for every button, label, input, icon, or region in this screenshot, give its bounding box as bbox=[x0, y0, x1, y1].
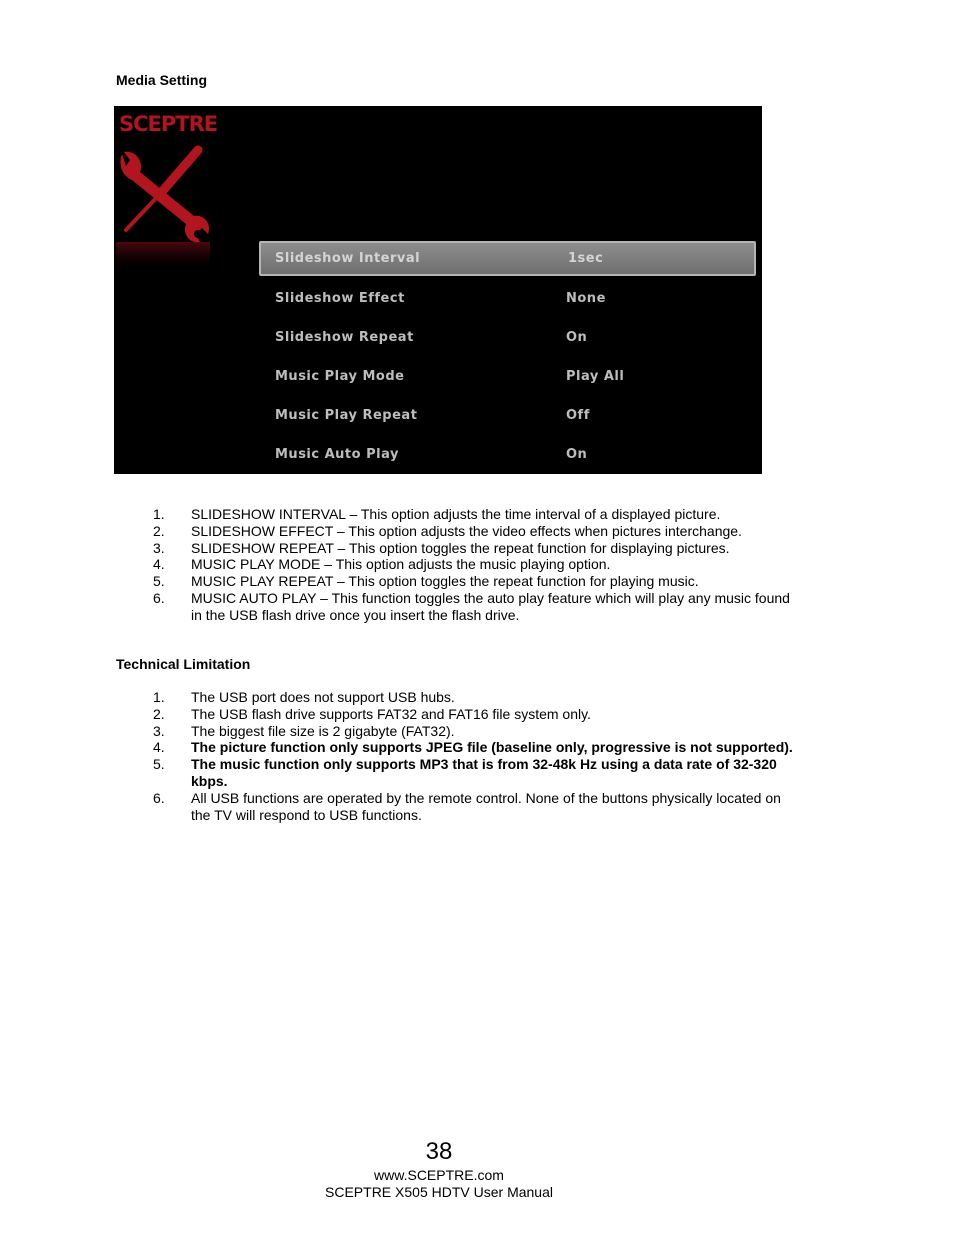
list-text: The USB flash drive supports FAT32 and FAT16 file system only. bbox=[191, 705, 591, 722]
list-number: 5. bbox=[153, 573, 165, 590]
list-text: MUSIC AUTO PLAY – This function toggles the auto play feature which will play any music found in the USB flash drive once you insert the flash drive. bbox=[191, 589, 790, 623]
menu-item-value: Off bbox=[566, 408, 590, 423]
menu-item-music-play-repeat[interactable] bbox=[259, 397, 756, 436]
list-number: 6. bbox=[153, 589, 165, 606]
list-text: The picture function only supports JPEG file (baseline only, progressive is not supported). bbox=[191, 739, 793, 756]
menu-item-label: Music Play Repeat bbox=[275, 408, 418, 423]
menu-item-slideshow-repeat[interactable] bbox=[259, 319, 756, 358]
menu-item-value: On bbox=[566, 330, 588, 345]
technical-limitation-list bbox=[153, 689, 793, 823]
media-setting-screenshot bbox=[114, 106, 762, 474]
menu-item-value: None bbox=[566, 291, 606, 306]
list-text: SLIDESHOW REPEAT – This option toggles the repeat function for displaying pictures. bbox=[191, 539, 730, 556]
list-item bbox=[153, 506, 793, 523]
menu-item-value: 1sec bbox=[568, 251, 604, 266]
menu-item-slideshow-interval[interactable] bbox=[259, 241, 756, 276]
list-item bbox=[153, 706, 793, 723]
list-number: 1. bbox=[153, 506, 165, 522]
menu-item-label: Slideshow Effect bbox=[275, 291, 405, 306]
list-item bbox=[153, 556, 793, 573]
list-item bbox=[153, 756, 793, 790]
list-item bbox=[153, 590, 793, 624]
sceptre-logo: SCEPTRE bbox=[119, 112, 218, 136]
list-item bbox=[153, 723, 793, 740]
list-number: 2. bbox=[153, 705, 165, 722]
list-item bbox=[153, 523, 793, 540]
list-item bbox=[153, 739, 793, 756]
menu-item-slideshow-effect[interactable] bbox=[259, 280, 756, 319]
list-text: MUSIC PLAY MODE – This option adjusts the music playing option. bbox=[191, 556, 611, 573]
footer-manual-title: SCEPTRE X505 HDTV User Manual bbox=[325, 1184, 553, 1200]
menu-item-music-auto-play[interactable] bbox=[259, 436, 756, 474]
page-number: 38 bbox=[425, 1138, 453, 1165]
menu-item-label: Music Auto Play bbox=[275, 447, 399, 462]
menu-item-value: Play All bbox=[566, 369, 625, 384]
list-item bbox=[153, 573, 793, 590]
list-number: 6. bbox=[153, 789, 165, 806]
list-text: All USB functions are operated by the remote control. None of the buttons physically located on the TV will respond to USB functions. bbox=[191, 789, 781, 823]
list-number: 3. bbox=[153, 722, 165, 739]
list-item bbox=[153, 540, 793, 557]
list-number: 2. bbox=[153, 522, 165, 539]
list-number: 5. bbox=[153, 756, 165, 773]
list-number: 4. bbox=[153, 739, 165, 756]
list-number: 3. bbox=[153, 539, 165, 556]
list-number: 4. bbox=[153, 556, 165, 573]
list-text: The music function only supports MP3 that is from 32-48k Hz using a data rate of 32-320 kbps. bbox=[191, 756, 777, 789]
media-settings-menu bbox=[259, 241, 756, 474]
media-setting-heading: Media Setting bbox=[116, 72, 208, 88]
menu-item-label: Slideshow Interval bbox=[275, 251, 421, 266]
list-text: The biggest file size is 2 gigabyte (FAT32). bbox=[191, 722, 455, 739]
list-number: 1. bbox=[153, 689, 165, 705]
menu-item-label: Music Play Mode bbox=[275, 369, 405, 384]
list-text: MUSIC PLAY REPEAT – This option toggles the repeat function for playing music. bbox=[191, 573, 699, 590]
wrench-screwdriver-icon bbox=[116, 142, 210, 272]
footer-url: www.SCEPTRE.com bbox=[374, 1167, 504, 1183]
menu-item-value: On bbox=[566, 447, 588, 462]
list-item bbox=[153, 790, 793, 824]
list-item bbox=[153, 689, 793, 706]
menu-item-music-play-mode[interactable] bbox=[259, 358, 756, 397]
list-text: The USB port does not support USB hubs. bbox=[191, 689, 455, 705]
menu-item-label: Slideshow Repeat bbox=[275, 330, 414, 345]
list-text: SLIDESHOW INTERVAL – This option adjusts the time interval of a displayed picture. bbox=[191, 506, 721, 522]
technical-limitation-heading: Technical Limitation bbox=[116, 656, 251, 672]
list-text: SLIDESHOW EFFECT – This option adjusts the video effects when pictures interchange. bbox=[191, 522, 742, 539]
media-setting-list bbox=[153, 506, 793, 624]
